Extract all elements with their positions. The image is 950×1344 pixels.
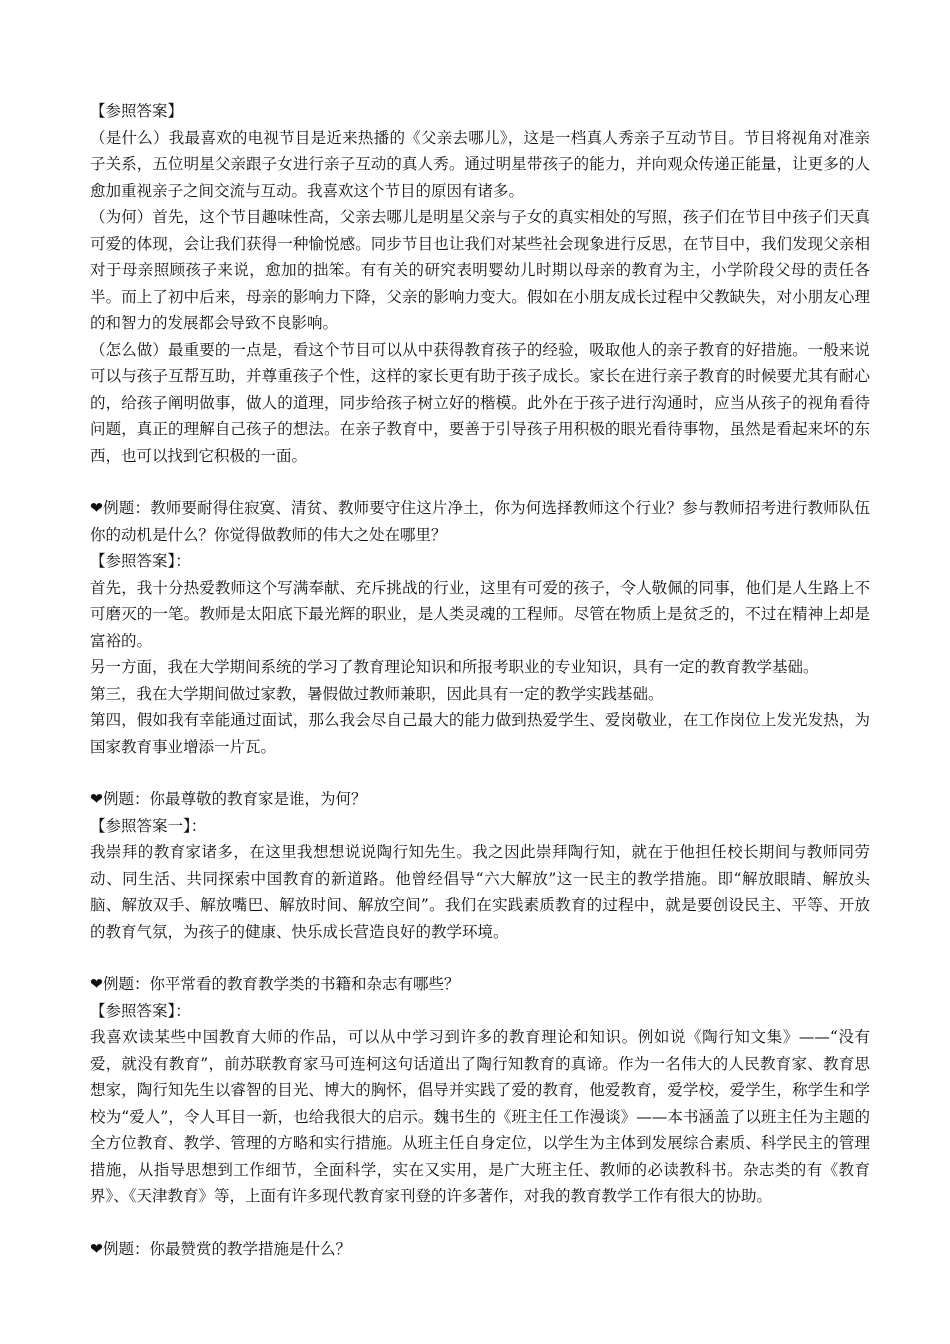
answer-paragraph: （为何）首先，这个节目趣味性高，父亲去哪儿是明星父亲与子女的真实相处的写照，孩子们在节目中孩子们天真可爱的体现，会让我们获得一种愉悦感。同步节目也让我们对某些社会现象进行反思，在节目中，我们发现父亲相对于母亲照顾孩子来说，愈加的拙笨。有有关的研究表明婴幼儿时期以母亲的教育为主，小学阶段父母的责任各半。而上了初中后来，母亲的影响力下降，父亲的影响力变大。假如在小朋友成长过程中父教缺失，对小朋友心理的和智力的发展都会导致不良影响。 [90, 208, 870, 332]
answer-label: 【参照答案一】： [90, 816, 207, 835]
example-question: ❤例题：你平常看的教育教学类的书籍和杂志有哪些？ [90, 975, 460, 993]
section-spacer [90, 469, 870, 495]
example-block-why-teacher [90, 495, 870, 760]
example-block-books [90, 971, 870, 1210]
answer-label: 【参照答案】： [90, 1001, 191, 1020]
answer-paragraph: 第三，我在大学期间做过家教，暑假做过教师兼职，因此具有一定的教学实践基础。 [90, 684, 664, 703]
example-block-teaching-method [90, 1236, 870, 1263]
example-question: ❤例题：你最赞赏的教学措施是什么？ [90, 1239, 351, 1258]
answer-paragraph: 首先，我十分热爱教师这个写满奉献、充斥挑战的行业，这里有可爱的孩子，令人敬佩的同事，他们是人生路上不可磨灭的一笔。教师是太阳底下最光辉的职业，是人类灵魂的工程师。尽管在物质上是贫乏的，不过在精神上却是富裕的。 [90, 578, 870, 650]
answer-paragraph: 另一方面，我在大学期间系统的学习了教育理论知识和所报考职业的专业知识，具有一定的教育教学基础。 [90, 658, 819, 676]
answer-label: 【参照答案】： [90, 552, 191, 570]
answer-paragraph: （是什么）我最喜欢的电视节目是近来热播的《父亲去哪儿》，这是一档真人秀亲子互动节目。节目将视角对准亲子关系，五位明星父亲跟子女进行亲子互动的真人秀。通过明星带孩子的能力，并向观众传递正能量，让更多的人愈加重视亲子之间交流与互动。我喜欢这个节目的原因有诸多。 [90, 128, 870, 200]
section-spacer [90, 1210, 870, 1236]
example-block-educator [90, 786, 870, 945]
answer-paragraph: 第四，假如我有幸能通过面试，那么我会尽自己最大的能力做到热爱学生、爱岗敬业，在工作岗位上发光发热，为国家教育事业增添一片瓦。 [90, 711, 870, 756]
answer-paragraph: 我崇拜的教育家诸多，在这里我想想说说陶行知先生。我之因此崇拜陶行知，就在于他担任校长期间与教师同劳动、同生活、共同探索中国教育的新道路。他曾经倡导“六大解放”这一民主的教学措施。即“解放眼睛、解放头脑、解放双手、解放嘴巴、解放时间、解放空间”。我们在实践素质教育的过程中，就是要创设民主、平等、开放的教育气氛，为孩子的健康、快乐成长营造良好的教学环境。 [90, 843, 870, 941]
answer-paragraph: 我喜欢读某些中国教育大师的作品，可以从中学习到许多的教育理论和知识。例如说《陶行知文集》——“没有爱，就没有教育”，前苏联教育家马可连柯这句话道出了陶行知教育的真谛。作为一名伟大的人民教育家、教育思想家，陶行知先生以睿智的目光、博大的胸怀，倡导并实践了爱的教育，他爱教育，爱学校，爱学生，称学生和学校为“爱人”，令人耳目一新，也给我很大的启示。魏书生的《班主任工作漫谈》——本书涵盖了以班主任为主题的全方位教育、教学、管理的方略和实行措施。从班主任自身定位，以学生为主体到发展综合素质、科学民主的管理措施，从指导思想到工作细节，全面科学，实在又实用，是广大班主任、教师的必读教科书。杂志类的有《教育界》、《天津教育》等，上面有许多现代教育家刊登的许多著作，对我的教育教学工作有很大的协助。 [90, 1028, 870, 1205]
answer-block-tv-program [90, 98, 870, 469]
example-question: ❤例题：教师要耐得住寂寞、清贫、教师要守住这片净土，你为何选择教师这个行业？参与教师招考进行教师队伍你的动机是什么？你觉得做教师的伟大之处在哪里？ [90, 499, 870, 544]
section-spacer [90, 945, 870, 971]
section-spacer [90, 760, 870, 786]
answer-paragraph: （怎么做）最重要的一点是，看这个节目可以从中获得教育孩子的经验，吸取他人的亲子教育的好措施。一般来说可以与孩子互帮互助，并尊重孩子个性，这样的家长更有助于孩子成长。家长在进行亲子教育的时候要尤其有耐心的，给孩子阐明做事，做人的道理，同步给孩子树立好的楷模。此外在于孩子进行沟通时，应当从孩子的视角看待问题，真正的理解自己孩子的想法。在亲子教育中，要善于引导孩子用积极的眼光看待事物，虽然是看起来坏的东西，也可以找到它积极的一面。 [90, 340, 870, 465]
answer-label: 【参照答案】 [90, 102, 184, 120]
example-question: ❤例题：你最尊敬的教育家是谁，为何？ [90, 790, 367, 808]
document-page [90, 98, 870, 1262]
